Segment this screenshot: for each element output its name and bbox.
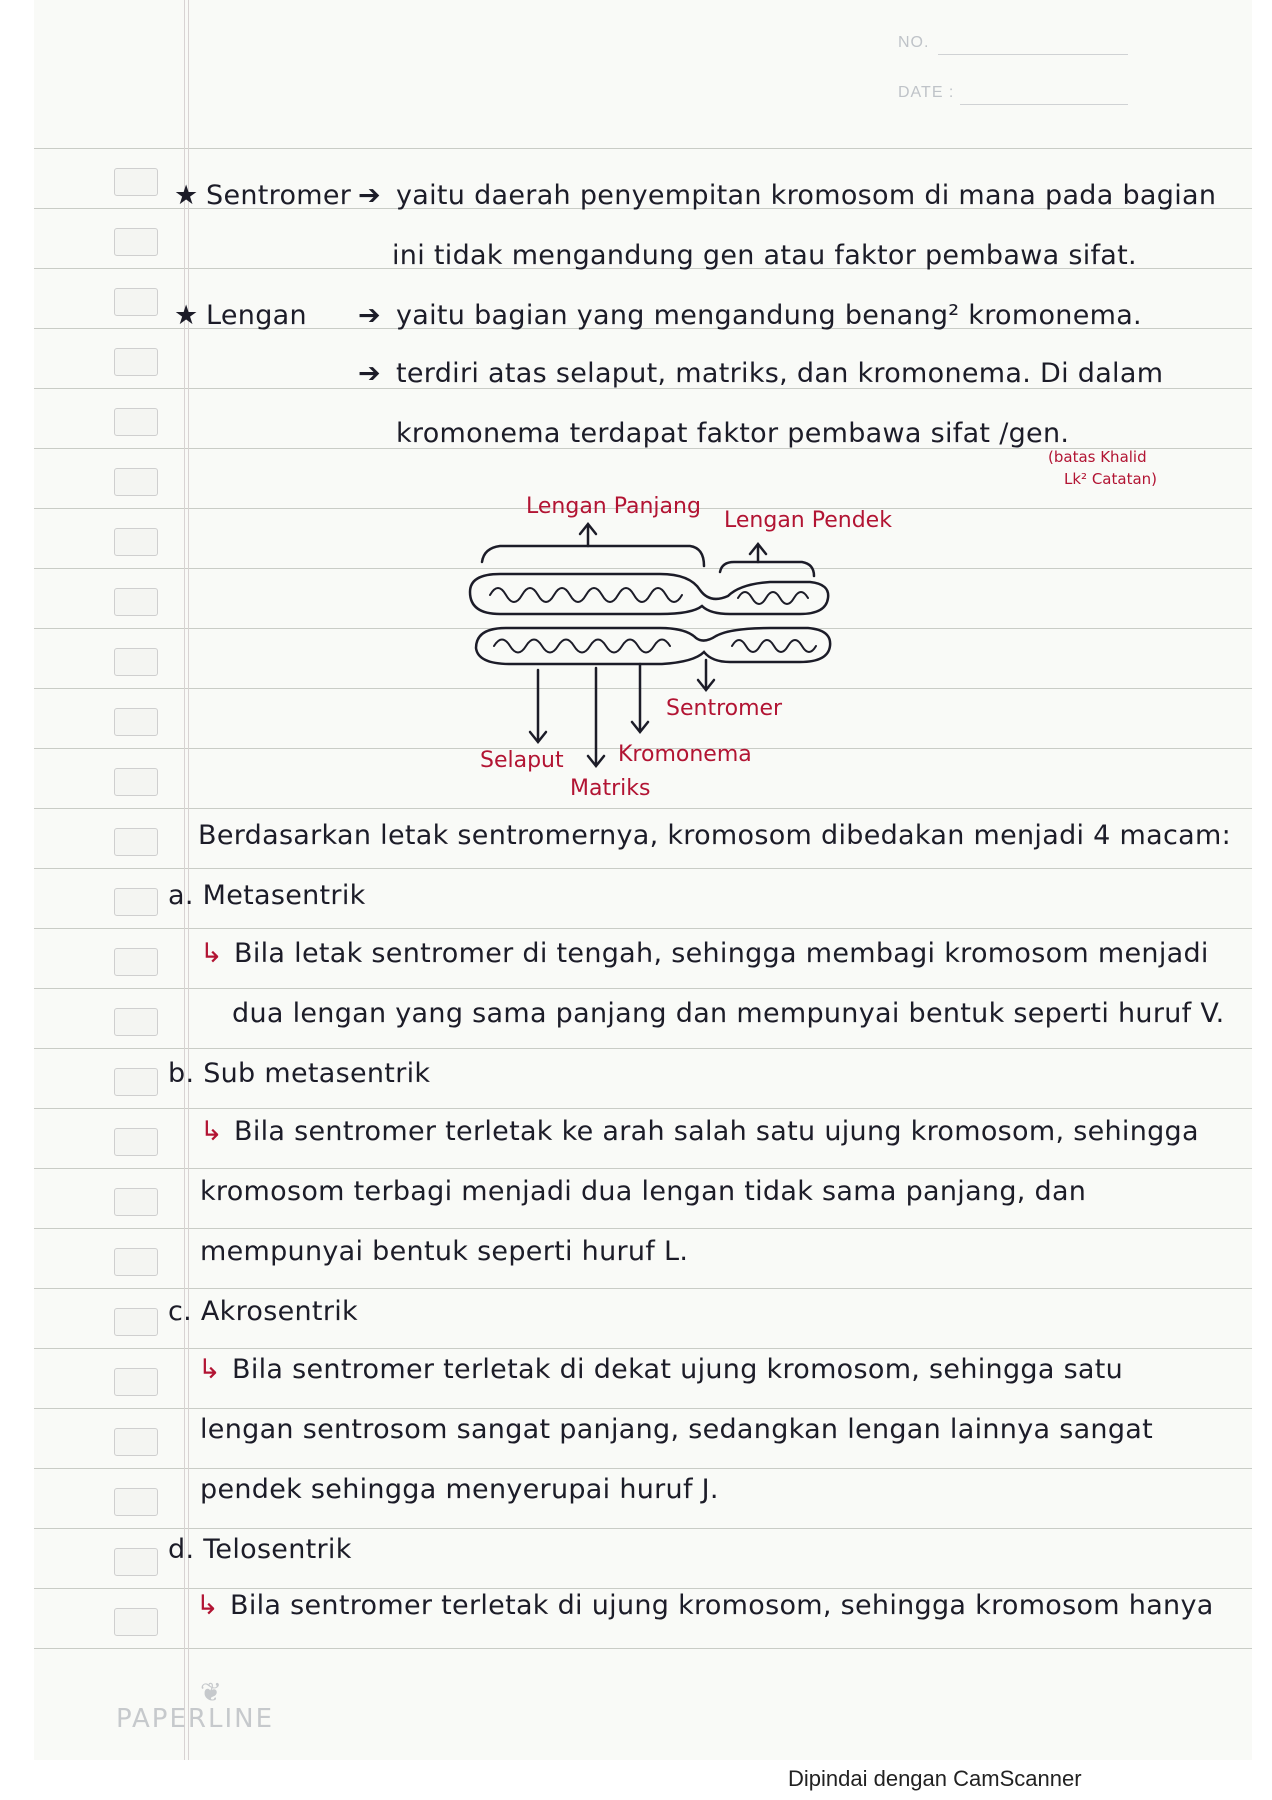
bullet-star-icon: ★: [174, 180, 199, 211]
type-d-title: d. Telosentrik: [168, 1534, 352, 1565]
long-arm-bracket: [482, 546, 704, 566]
type-c-line-1: Bila sentromer terletak di dekat ujung kromosom, sehingga satu: [232, 1354, 1124, 1385]
sentromer-term: Sentromer: [206, 180, 352, 211]
arrow-right-icon: ➔: [358, 300, 381, 331]
type-c-title: c. Akrosentrik: [168, 1296, 358, 1327]
types-intro: Berdasarkan letak sentromernya, kromosom dibedakan menjadi 4 macam:: [198, 820, 1231, 851]
type-d-line-1: Bila sentromer terletak di ujung kromosom, sehingga kromosom hanya: [230, 1590, 1214, 1621]
type-a-title: a. Metasentrik: [168, 880, 366, 911]
bullet-star-icon: ★: [174, 300, 199, 331]
lengan-definition-line-1: yaitu bagian yang mengandung benang² kromonema.: [396, 300, 1142, 331]
sentromer-definition-line-1: yaitu daerah penyempitan kromosom di mana pada bagian: [396, 180, 1217, 211]
type-a-line-1: Bila letak sentromer di tengah, sehingga membagi kromosom menjadi: [234, 938, 1209, 969]
leaf-icon: ❦: [200, 1678, 224, 1708]
no-label: NO.: [898, 34, 930, 51]
type-a-line-2: dua lengan yang sama panjang dan mempunyai bentuk seperti huruf V.: [232, 998, 1225, 1029]
label-matriks: Matriks: [570, 776, 651, 801]
chromonema-coil: [738, 592, 808, 604]
type-b-line-3: mempunyai bentuk seperti huruf L.: [200, 1236, 689, 1267]
type-b-line-1: Bila sentromer terletak ke arah salah satu ujung kromosom, sehingga: [234, 1116, 1199, 1147]
type-b-line-2: kromosom terbagi menjadi dua lengan tidak sama panjang, dan: [200, 1176, 1087, 1207]
label-lengan-pendek: Lengan Pendek: [724, 508, 892, 533]
lengan-definition-line-2: terdiri atas selaput, matriks, dan kromonema. Di dalam: [396, 358, 1164, 389]
type-c-line-3: pendek sehingga menyerupai huruf J.: [200, 1474, 719, 1505]
paperline-brand: PAPERLINE: [116, 1704, 275, 1734]
label-selaput: Selaput: [480, 748, 564, 773]
arrow-right-icon: ➔: [358, 180, 381, 211]
side-note-line-2: Lk² Catatan): [1064, 470, 1157, 488]
lengan-definition-line-3: kromonema terdapat faktor pembawa sifat /gen.: [396, 418, 1070, 449]
return-arrow-icon: ↳: [200, 1116, 223, 1147]
return-arrow-icon: ↳: [200, 938, 223, 969]
type-c-line-2: lengan sentrosom sangat panjang, sedangkan lengan lainnya sangat: [200, 1414, 1154, 1445]
side-note-line-1: (batas Khalid: [1048, 448, 1147, 466]
lengan-term: Lengan: [206, 300, 307, 331]
label-sentromer: Sentromer: [666, 696, 783, 721]
chromonema-coil: [732, 640, 816, 652]
label-kromonema: Kromonema: [618, 742, 752, 767]
label-lengan-panjang: Lengan Panjang: [526, 494, 701, 519]
return-arrow-icon: ↳: [198, 1354, 221, 1385]
camscanner-footer: Dipindai dengan CamScanner: [788, 1766, 1082, 1791]
return-arrow-icon: ↳: [196, 1590, 219, 1621]
chromonema-coil: [490, 588, 682, 602]
arrow-right-icon: ➔: [358, 358, 381, 389]
sentromer-definition-line-2: ini tidak mengandung gen atau faktor pembawa sifat.: [392, 240, 1137, 271]
chromonema-coil: [494, 640, 670, 653]
short-arm-bracket: [720, 562, 814, 576]
date-label: DATE :: [898, 84, 955, 101]
type-b-title: b. Sub metasentrik: [168, 1058, 431, 1089]
